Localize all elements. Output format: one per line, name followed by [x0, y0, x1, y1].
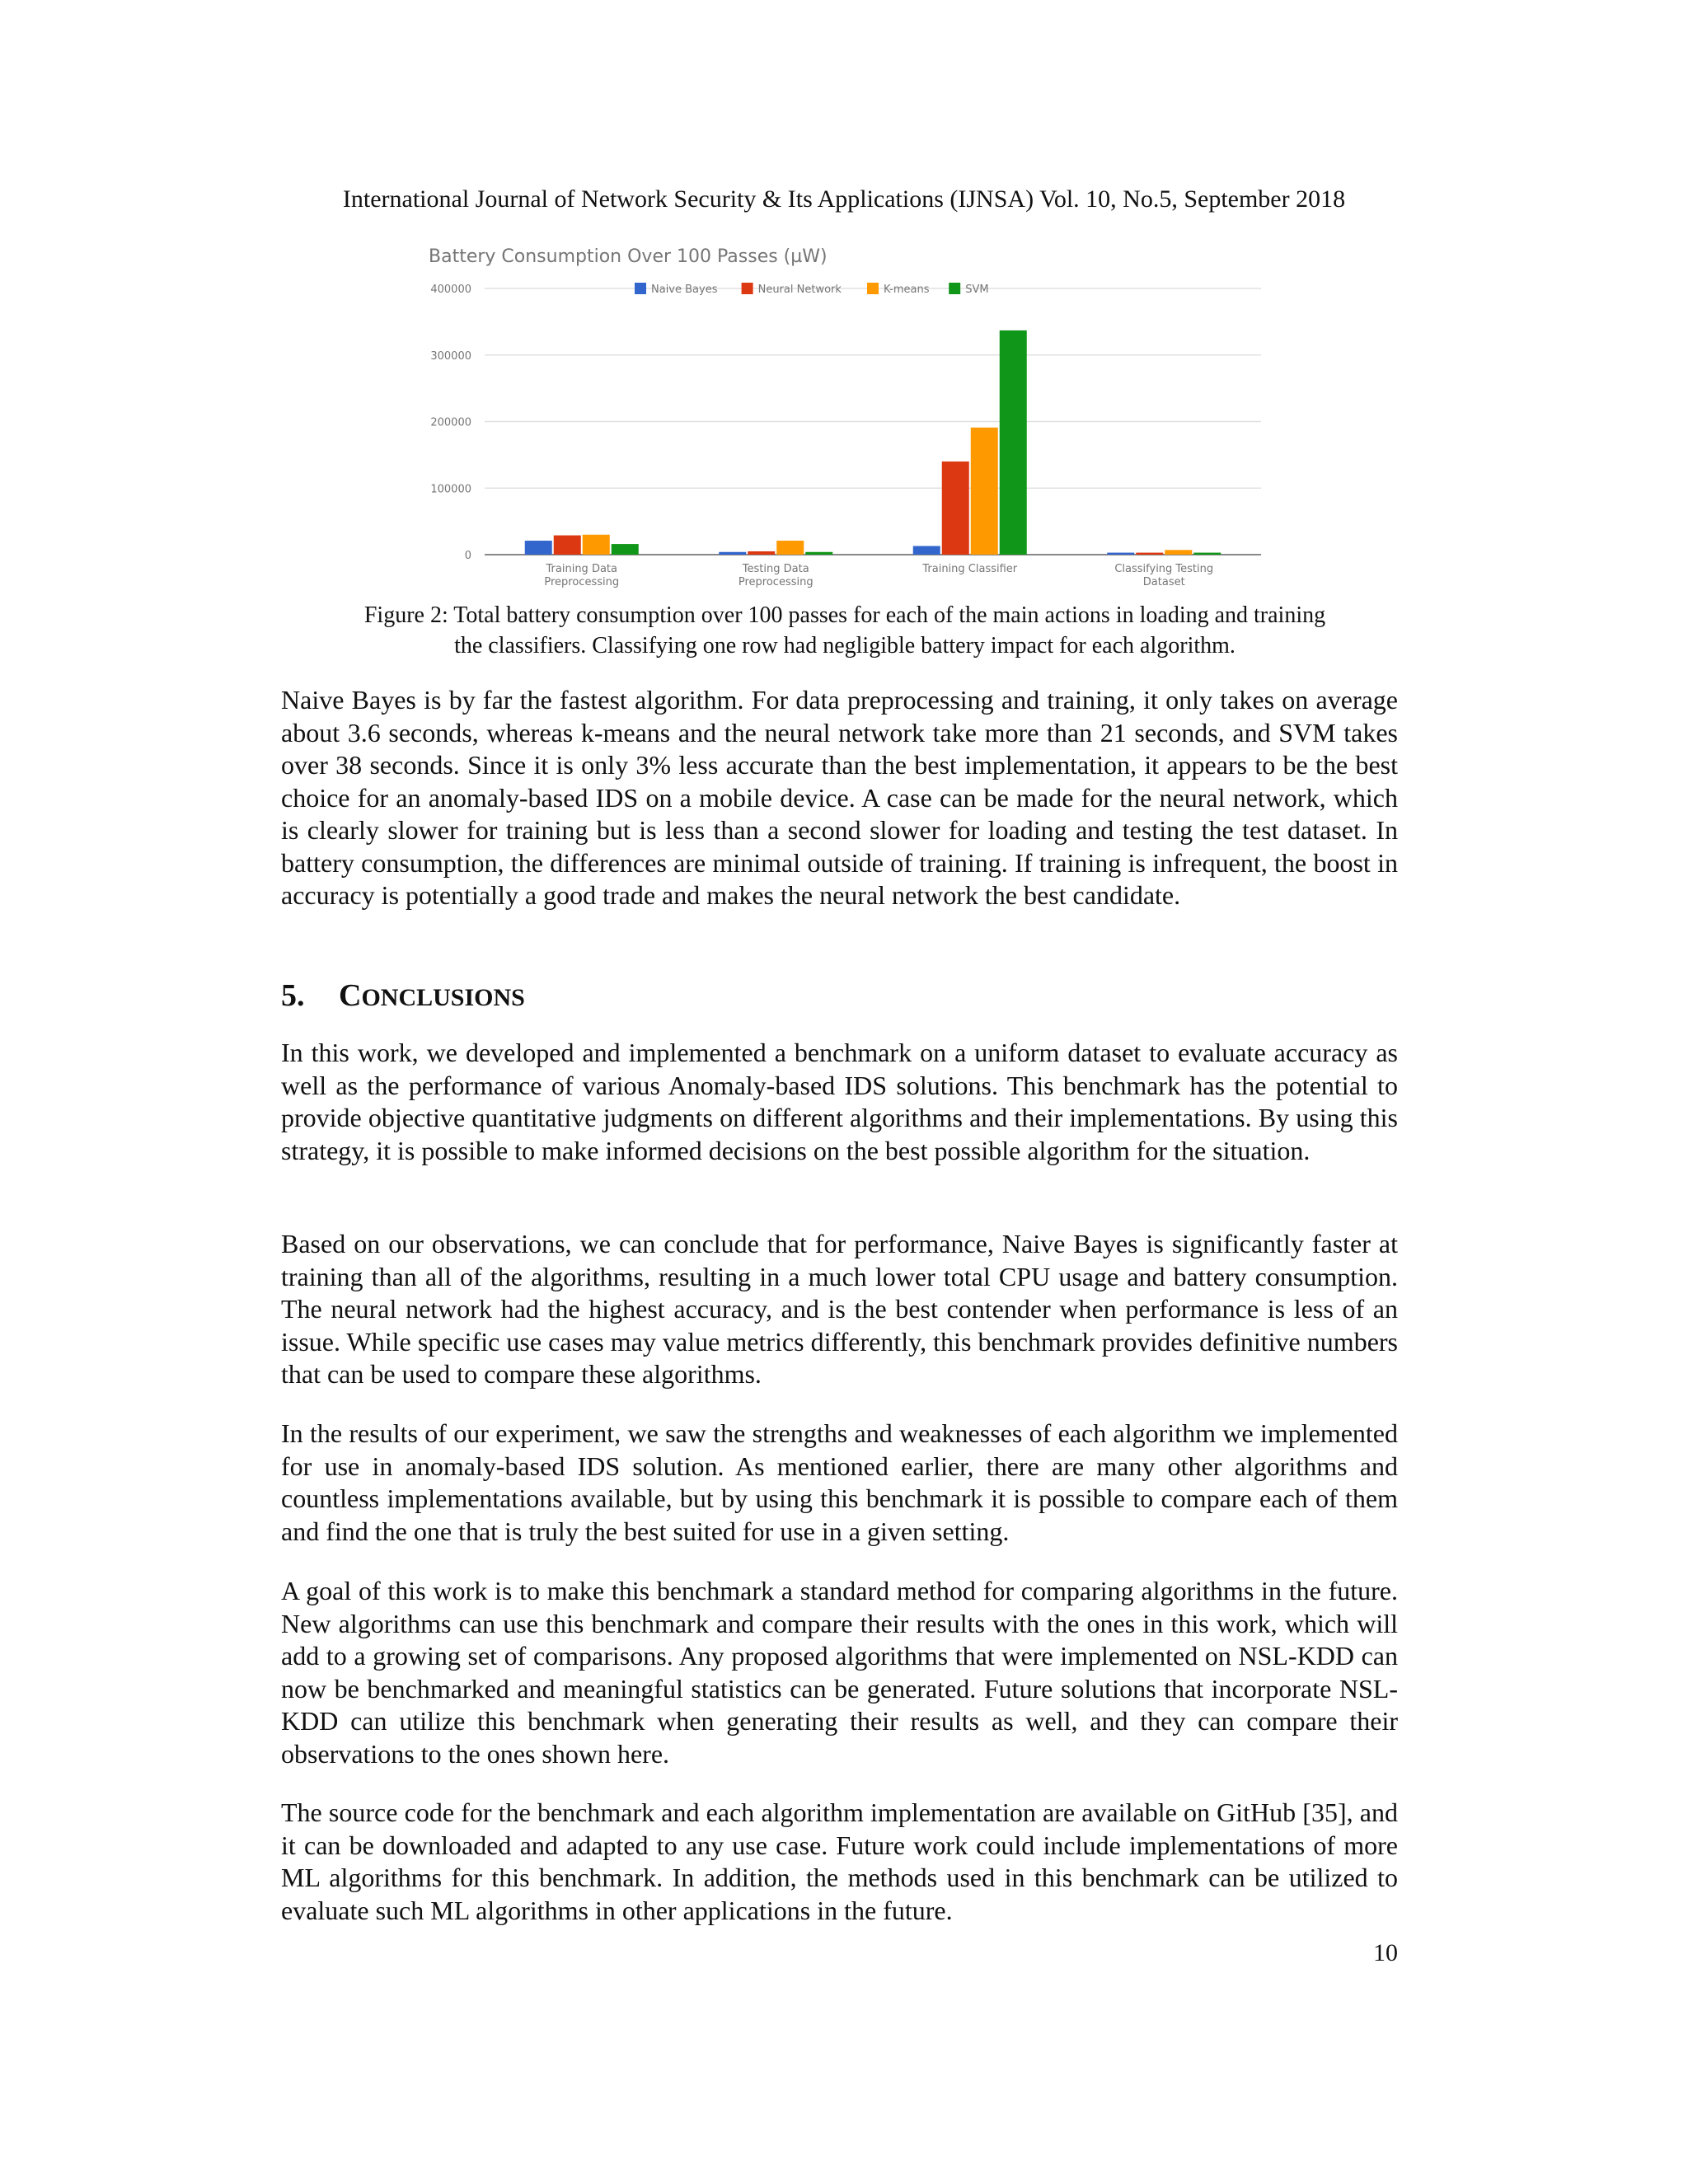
y-tick-label: 200000 [430, 416, 471, 429]
paragraph-conclusions-4: A goal of this work is to make this benchmark a standard method for comparing algorithms in the future. New algorithms can use this benchmark and compare their results with the ones in this work, which will add to a growing set of comparisons. Any proposed algorithms that were implemented on NSL-KDD can now be benchmarked and meaningful statistics can be generated. Future solutions that incorporate NSL-KDD can utilize this benchmark when generating their results as well, and they can compare their observations to the ones shown here. [281, 1576, 1398, 1769]
bar [776, 541, 804, 555]
paragraph-results: Naive Bayes is by far the fastest algorithm. For data preprocessing and training, it only takes on average about 3.6 seconds, whereas k-means and the neural network take more than 21 seconds, and SVM takes over 38 seconds. Since it is only 3% less accurate than the best implementation, it appears to be the best choice for an anomaly-based IDS on a mobile device. A case can be made for the neural network, which is clearly slower for training but is less than a second slower for loading and testing the test dataset. In battery consumption, the differences are minimal outside of training. If training is infrequent, the boost in accuracy is potentially a good trade and makes the neural network the best candidate. [281, 685, 1398, 910]
bar [583, 535, 610, 555]
battery-chart-svg [412, 239, 1286, 602]
figure-caption [280, 600, 1409, 661]
bar [971, 428, 998, 555]
paragraph-conclusions-1: In this work, we developed and implemented a benchmark on a uniform dataset to evaluate accuracy as well as the performance of various Anomaly-based IDS solutions. This benchmark has the potential to provide objective quantitative judgments on different algorithms and their implementations. By using this strategy, it is possible to make informed decisions on the best possible algorithm for the situation. [281, 1038, 1398, 1165]
bar [748, 551, 775, 555]
bar [1193, 553, 1221, 555]
bar [612, 544, 639, 555]
y-tick-label: 0 [464, 550, 471, 562]
legend-swatch [867, 283, 879, 294]
y-tick-label: 300000 [430, 349, 471, 363]
x-tick-label: Preprocessing [544, 576, 620, 588]
legend-swatch [742, 283, 753, 294]
x-tick-label: Preprocessing [738, 576, 814, 588]
section-title-initial: C [339, 978, 362, 1013]
bar [1136, 553, 1163, 555]
x-tick-label: Classifying Testing [1114, 563, 1214, 575]
figure-caption-line-1: Figure 2: Total battery consumption over 100 passes for each of the main actions in loading and training [363, 602, 1326, 628]
battery-chart [412, 239, 1286, 602]
legend-label: K-means [884, 284, 930, 296]
y-tick-label: 100000 [430, 483, 471, 496]
legend-label: SVM [965, 284, 989, 296]
x-tick-label: Dataset [1142, 576, 1185, 588]
section-number: 5. [281, 978, 305, 1013]
figure-caption-line-2: the classifiers. Classifying one row had negligible battery impact for each algorithm. [454, 633, 1236, 658]
section-title-rest: ONCLUSIONS [361, 984, 525, 1011]
bar [1000, 330, 1027, 555]
bar [1165, 550, 1192, 555]
y-tick-label: 400000 [430, 284, 471, 296]
bar [525, 541, 552, 555]
chart-title: Battery Consumption Over 100 Passes (µW) [429, 246, 828, 267]
legend-swatch [635, 283, 646, 294]
paragraph-conclusions-2: Based on our observations, we can conclude that for performance, Naive Bayes is significantly faster at training than all of the algorithms, resulting in a much lower total CPU usage and battery consumption. The neural network had the highest accuracy, and is the best contender when performance is less of an issue. While specific use cases may value metrics differently, this benchmark provides definitive numbers that can be used to compare these algorithms. [281, 1229, 1398, 1389]
bar [805, 552, 832, 555]
legend-label: Naive Bayes [651, 284, 718, 296]
bar [913, 546, 940, 555]
paragraph-conclusions-5: The source code for the benchmark and each algorithm implementation are available on GitHub [35], and it can be downloaded and adapted to any use case. Future work could include implementations of more ML algorithms for this benchmark. In addition, the methods used in this benchmark can be utilized to evaluate such ML algorithms in other applications in the future. [281, 1797, 1398, 1925]
paragraph-conclusions-3: In the results of our experiment, we saw the strengths and weaknesses of each algorithm we implemented for use in anomaly-based IDS solution. As mentioned earlier, there are many other algorithms and countless implementations available, but by using this benchmark it is possible to compare each of them and find the one that is truly the best suited for use in a given setting. [281, 1418, 1398, 1546]
section-heading-conclusions [281, 975, 525, 1019]
legend-label: Neural Network [757, 284, 842, 296]
journal-header: International Journal of Network Security & Its Applications (IJNSA) Vol. 10, No.5, September 2018 [342, 185, 1346, 213]
page-number: 10 [1373, 1939, 1398, 1966]
x-tick-label: Training Classifier [922, 563, 1018, 575]
bar [942, 462, 969, 555]
x-tick-label: Training Data [546, 563, 617, 575]
bar [554, 536, 581, 555]
legend-swatch [949, 283, 960, 294]
x-tick-label: Testing Data [742, 563, 809, 575]
bar [719, 552, 746, 555]
bar [1107, 553, 1134, 555]
